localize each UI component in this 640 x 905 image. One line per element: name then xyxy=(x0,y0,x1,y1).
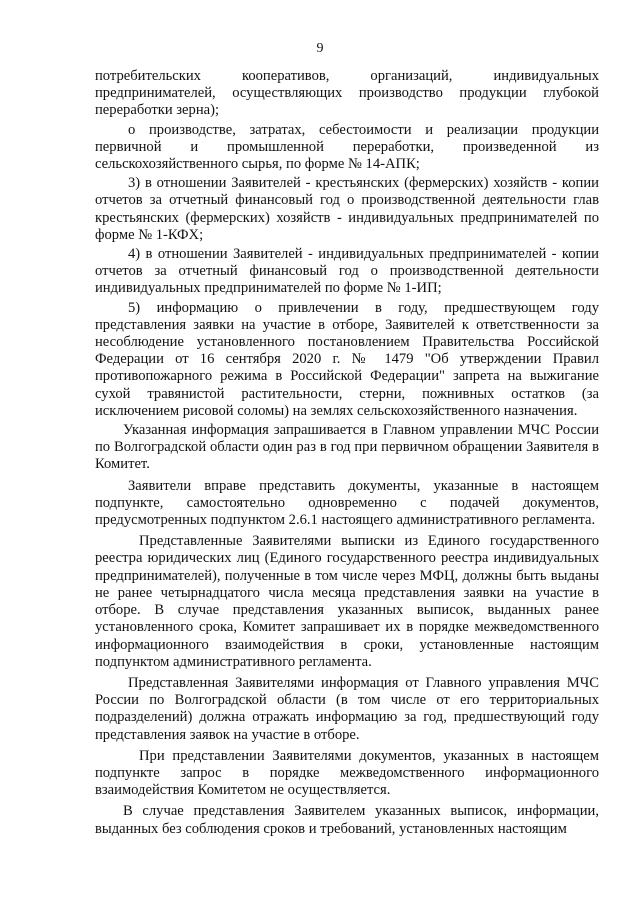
paragraph-mchs-request: Указанная информация запрашивается в Главном управлении МЧС России по Волгоградской области один раз в год при первичном обращении Заявителя в Комитет. xyxy=(95,422,599,473)
paragraph-noncompliance: В случае представления Заявителем указанных выписок, информации, выданных без соблюдения сроков и требований, установленных настоящим xyxy=(95,803,599,837)
paragraph-no-interagency-request: При представлении Заявителями документов, указанных в настоящем подпункте запрос в порядке межведомственного информационного взаимодействия Комитетом не осуществляется. xyxy=(95,747,599,799)
paragraph-continuation: потребительских кооперативов, организаций, индивидуальных предпринимателей, осуществляющих производство продукции глубокой переработки зерна); xyxy=(95,68,599,119)
page-number: 9 xyxy=(316,41,324,56)
paragraph-applicants-right: Заявители вправе представить документы, указанные в настоящем подпункте, самостоятельно одновременно с подачей документов, предусмотренных подпунктом 2.6.1 настоящего административного регламента. xyxy=(95,477,599,529)
paragraph-item-4: 4) в отношении Заявителей - индивидуальных предпринимателей - копии отчетов за отчетный финансовый год о производственной деятельности индивидуальных предпринимателей по форме № 1-ИП; xyxy=(95,246,599,297)
paragraph-item-5: 5) информацию о привлечении в году, предшествующем году представления заявки на участие в отборе, Заявителей к ответственности за несоблюдение установленного постановлением Правительства Российской Федерации от 16 сентября 2020 г. № 1479 "Об утверждении Правил противопожарного режима в Российской Федерации" запрета на выжигание сухой травянистой растительности, стерни, пожнивных остатков (за исключением рисовой соломы) на землях сельскохозяйственного назначения. xyxy=(95,299,599,419)
document-body xyxy=(95,68,599,840)
paragraph-form-14-apk: о производстве, затратах, себестоимости и реализации продукции первичной и промышленной переработки, произведенной из сельскохозяйственного сырья, по форме № 14-АПК; xyxy=(95,121,599,173)
paragraph-egrul-extracts: Представленные Заявителями выписки из Единого государственного реестра юридических лиц (Единого государственного реестра индивидуальных предпринимателей), полученные в том числе через МФЦ, должны быть выданы не ранее четырнадцатого числа месяца представления заявки на участие в отборе. В случае представления указанных выписок, выданных ранее установленного срока, Комитет запрашивает их в порядке межведомственного информационного взаимодействия в сроки, установленные настоящим подпунктом административного регламента. xyxy=(95,533,599,670)
paragraph-mchs-information: Представленная Заявителями информация от Главного управления МЧС России по Волгоградской области (в том числе от его территориальных подразделений) должна отражать информацию за год, предшествующий году представления заявок на участие в отборе. xyxy=(95,674,599,743)
paragraph-item-3: 3) в отношении Заявителей - крестьянских (фермерских) хозяйств - копии отчетов за отчетный финансовый год о производственной деятельности глав крестьянских (фермерских) хозяйств - индивидуальных предпринимателей по форме № 1-КФХ; xyxy=(95,175,599,243)
